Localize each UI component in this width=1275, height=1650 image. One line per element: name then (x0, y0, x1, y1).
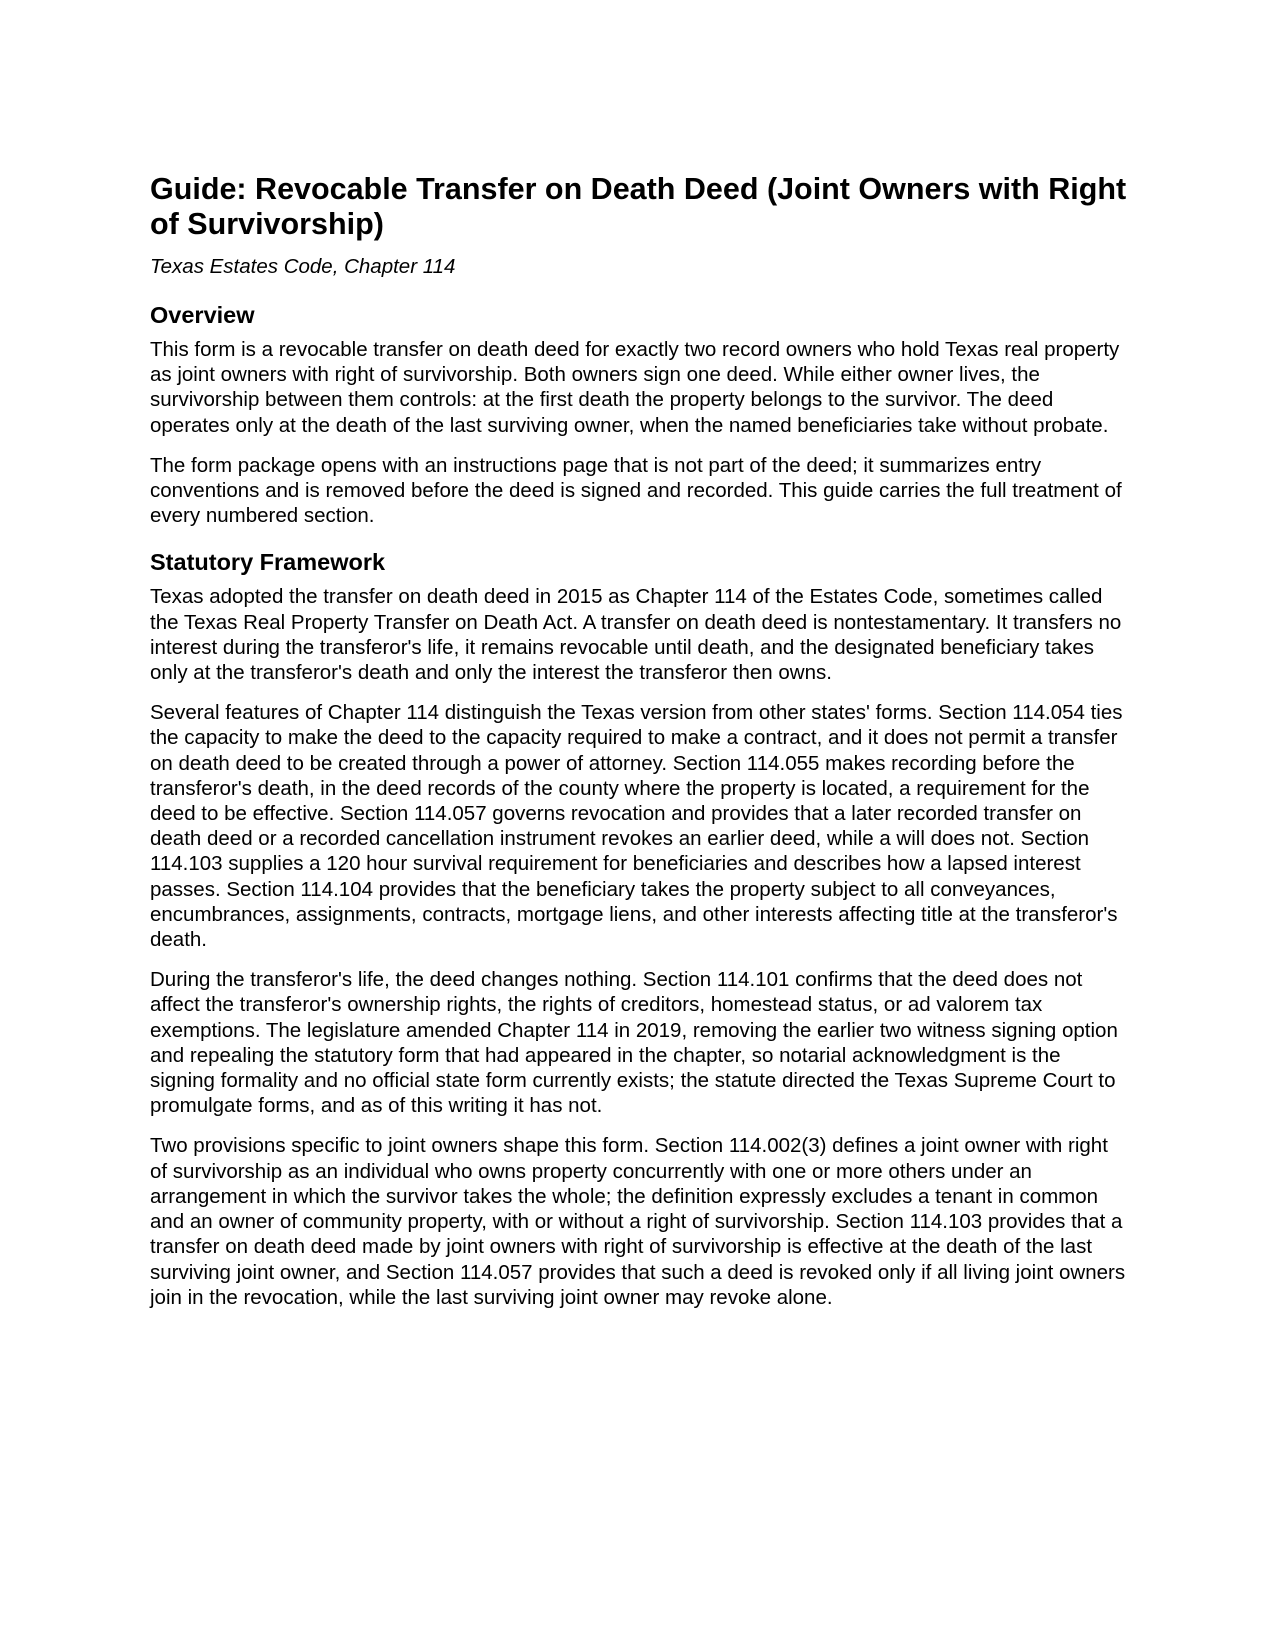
statutory-framework-section (150, 548, 1130, 1309)
paragraph: The form package opens with an instructions page that is not part of the deed; it summarizes entry conventions and is removed before the deed is signed and recorded. This guide carries the full treatment of every numbered section. (150, 453, 1122, 528)
paragraph: This form is a revocable transfer on death deed for exactly two record owners who hold Texas real property as joint owners with right of survivorship. Both owners sign one deed. While either owner lives, the survivorship between them controls: at the first death the property belongs to the survivor. The deed operates only at the death of the last surviving owner, when the named beneficiaries take without probate. (150, 338, 1120, 437)
paragraph: Texas adopted the transfer on death deed in 2015 as Chapter 114 of the Estates Code, sometimes called the Texas Real Property Transfer on Death Act. A transfer on death deed is nontestamentary. It transfers no interest during the transferor's life, it remains revocable until death, and the designated beneficiary takes only at the transferor's death and only the interest the transferor then owns. (150, 585, 1122, 685)
document-page (150, 172, 1130, 1310)
paragraph: Two provisions specific to joint owners shape this form. Section 114.002(3) defines a joint owner with right of survivorship as an individual who owns property concurrently with one or more others under an arrangement in which the survivor takes the whole; the definition expressly excludes a tenant in common and an owner of community property, with or without a right of survivorship. Section 114.103 provides that a transfer on death deed made by joint owners with right of survivorship is effective at the death of the last surviving joint owner, and Section 114.057 provides that such a deed is revoked only if all living joint owners join in the revocation, while the last surviving joint owner may revoke alone. (150, 1134, 1126, 1309)
document-subtitle: Texas Estates Code, Chapter 114 (150, 255, 456, 278)
document-title: Guide: Revocable Transfer on Death Deed (Joint Owners with Right of Survivorship) (150, 172, 1127, 241)
section-heading-overview: Overview (150, 302, 255, 328)
paragraph: Several features of Chapter 114 distinguish the Texas version from other states' forms. Section 114.054 ties the capacity to make the deed to the capacity required to make a contract, and it does not permit a transfer on death deed to be created through a power of attorney. Section 114.055 makes recording before the transferor's death, in the deed records of the county where the property is located, a requirement for the deed to be effective. Section 114.057 governs revocation and provides that a later recorded transfer on death deed or a recorded cancellation instrument revokes an earlier deed, while a will does not. Section 114.103 supplies a 120 hour survival requirement for beneficiaries and describes how a lapsed interest passes. Section 114.104 provides that the beneficiary takes the property subject to all conveyances, encumbrances, assignments, contracts, mortgage liens, and other interests affecting title at the transferor's death. (150, 701, 1123, 952)
paragraph: During the transferor's life, the deed changes nothing. Section 114.101 confirms that the deed does not affect the transferor's ownership rights, the rights of creditors, homestead status, or ad valorem tax exemptions. The legislature amended Chapter 114 in 2019, removing the earlier two witness signing option and repealing the statutory form that had appeared in the chapter, so notarial acknowledgment is the signing formality and no official state form currently exists; the statute directed the Texas Supreme Court to promulgate forms, and as of this writing it has not. (150, 968, 1118, 1118)
overview-section (150, 301, 1130, 528)
section-heading-statutory-framework: Statutory Framework (150, 549, 386, 576)
